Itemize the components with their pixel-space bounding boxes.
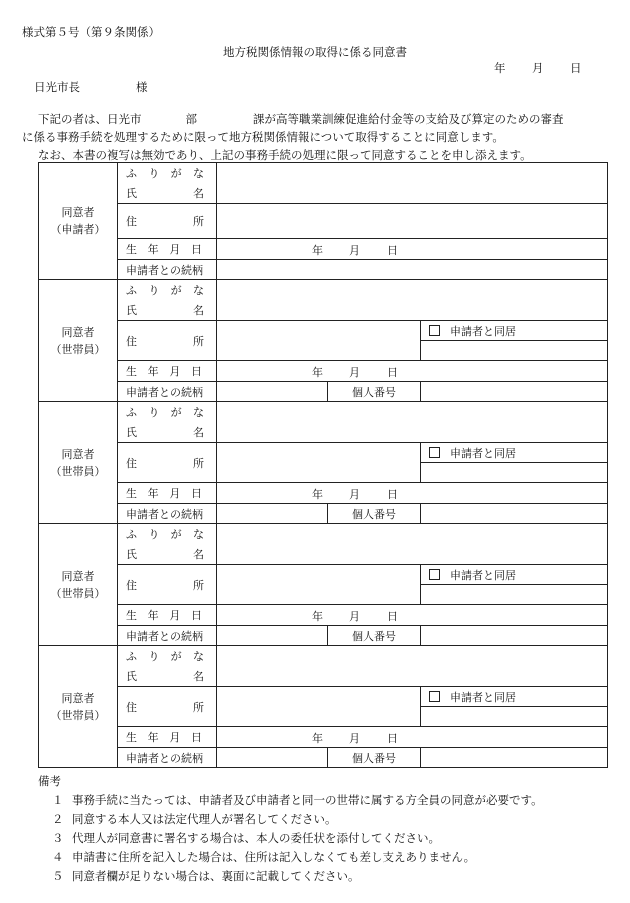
role-subtitle: （世帯員） [50,708,106,722]
address-extra-cell[interactable] [421,707,608,727]
address-row [39,321,608,341]
label-char: が [170,284,182,297]
label-char: ふ [126,406,137,419]
label-char: 所 [193,700,204,714]
my-number-label-text: 個人番号 [352,507,396,521]
my-number-label [328,748,421,768]
birthdate-unit: 月 [349,732,360,745]
label-char: 住 [126,456,137,470]
label-char: 日 [190,365,202,378]
birthdate-label [118,361,217,382]
address-label [118,204,217,239]
birthdate-unit: 年 [312,488,323,501]
note-number: １ [52,793,64,807]
my-number-label-text: 個人番号 [352,385,396,399]
birthdate-unit: 日 [387,732,398,745]
birth-row [39,239,608,260]
my-number-input[interactable] [421,626,608,646]
birthdate-unit: 年 [312,366,323,379]
birthdate-input[interactable] [217,483,608,504]
label-char: な [192,284,204,297]
intro-line-3: なお、本書の複写は無効であり、上記の事務手続の処理に限って同意することを申し添えます。 [38,148,532,162]
birthdate-unit: 月 [349,244,360,257]
label-char: ふ [126,167,137,180]
label-char: 名 [193,670,204,683]
form-number: 様式第５号（第９条関係） [22,25,160,39]
label-char: 生 [126,365,137,378]
relation-row [39,260,608,280]
label-char: 氏 [126,548,137,561]
my-number-label [328,382,421,402]
relation-label [118,626,217,646]
furigana-label [118,646,217,667]
name-label [118,300,217,321]
birthdate-input[interactable] [217,727,608,748]
relation-input[interactable] [217,504,328,524]
label-char: 日 [190,243,202,256]
label-char: 所 [193,334,204,348]
label-char: な [192,528,204,541]
address-extra-cell[interactable] [421,341,608,361]
furigana-row [39,163,608,184]
my-number-label-text: 個人番号 [352,751,396,765]
role-subtitle: （申請者） [50,223,106,236]
relation-label-text: 申請者との続柄 [126,629,203,643]
label-char: 生 [126,609,137,622]
label-char: 月 [169,365,181,378]
label-char: 名 [193,187,204,200]
relation-label [118,382,217,402]
label-char: り [148,284,160,297]
label-char: 名 [193,304,204,317]
birth-row [39,483,608,504]
name-input[interactable] [217,163,608,204]
cohabit-label: 申請者と同居 [450,690,516,704]
address-input[interactable] [217,443,421,483]
notes-heading: 備考 [38,774,61,788]
date-month-label: 月 [532,61,544,75]
relation-input[interactable] [217,382,328,402]
label-char: 年 [147,487,159,500]
label-char: な [192,167,204,180]
relation-row [39,504,608,524]
label-char: 住 [126,700,137,714]
note-text: 事務手続に当たっては、申請者及び申請者と同一の世帯に属する方全員の同意が必要です。 [72,793,543,807]
address-extra-cell[interactable] [421,463,608,483]
label-char: り [148,167,160,180]
note-item [52,849,475,865]
birthdate-unit: 日 [387,366,398,379]
address-input[interactable] [217,565,421,605]
label-char: な [192,406,204,419]
recipient-suffix: 様 [136,80,148,94]
role-title: 同意者 [61,447,95,461]
cohabit-label: 申請者と同居 [450,324,516,338]
address-row [39,204,608,239]
cohabit-checkbox[interactable] [421,443,608,463]
label-char: 住 [126,215,137,228]
birth-row [39,361,608,382]
recipient-name: 日光市長 [34,80,80,94]
birthdate-input[interactable] [217,605,608,626]
note-text: 代理人が同意書に署名する場合は、本人の委任状を添付してください。 [72,831,440,845]
birth-row [39,605,608,626]
checkbox-icon[interactable] [429,447,440,458]
birthdate-unit: 日 [387,488,398,501]
note-number: ４ [52,850,64,864]
note-item [52,792,543,808]
furigana-label [118,280,217,301]
intro-text-c: 課が高等職業訓練促進給付金等の支給及び算定のための審査 [253,112,564,126]
birthdate-label [118,727,217,748]
recipient [34,79,148,95]
relation-row [39,382,608,402]
label-char: が [170,528,182,541]
label-char: ふ [126,650,137,663]
relation-label [118,748,217,768]
address-extra-cell[interactable] [421,585,608,605]
birthdate-label [118,483,217,504]
relation-input[interactable] [217,260,608,280]
address-row [39,565,608,585]
consent-table [38,162,608,768]
relation-row [39,748,608,768]
document-title: 地方税関係情報の取得に係る同意書 [223,45,407,59]
name-label [118,183,217,204]
consenter-role [39,524,118,646]
birthdate-input[interactable] [217,361,608,382]
birthdate-unit: 日 [387,244,398,257]
label-char: 月 [169,609,181,622]
label-char: ふ [126,284,137,297]
consenter-role [39,646,118,768]
birthdate-unit: 月 [349,488,360,501]
label-char: な [192,650,204,663]
role-title: 同意者 [61,691,95,705]
cohabit-label: 申請者と同居 [450,568,516,582]
label-char: り [148,406,160,419]
label-char: 生 [126,731,137,744]
checkbox-icon[interactable] [429,325,440,336]
my-number-label [328,626,421,646]
address-label [118,565,217,605]
consenter-role [39,402,118,524]
cohabit-checkbox[interactable] [421,687,608,707]
birthdate-input[interactable] [217,239,608,260]
my-number-input[interactable] [421,748,608,768]
my-number-input[interactable] [421,504,608,524]
note-number: ３ [52,831,64,845]
label-char: 月 [169,243,181,256]
label-char: 年 [147,731,159,744]
furigana-row [39,280,608,301]
birthdate-unit: 日 [387,610,398,623]
label-char: 日 [190,731,202,744]
note-item [52,830,440,846]
furigana-label [118,163,217,184]
note-number: ２ [52,812,64,826]
date-year-label: 年 [494,61,506,75]
role-subtitle: （世帯員） [50,586,106,600]
label-char: が [170,167,182,180]
label-char: 所 [193,456,204,470]
note-text: 同意者欄が足りない場合は、裏面に記載してください。 [72,869,360,883]
name-input[interactable] [217,646,608,687]
cohabit-checkbox[interactable] [421,321,608,341]
role-title: 同意者 [61,325,95,339]
intro-line-1 [38,111,564,127]
address-input[interactable] [217,204,608,239]
role-title: 同意者 [61,569,95,583]
address-label [118,443,217,483]
intro-line-2: に係る事務手続を処理するために限って地方税関係情報について取得することに同意します。 [22,130,504,144]
my-number-label [328,504,421,524]
furigana-label [118,524,217,545]
note-text: 同意する本人又は法定代理人が署名してください。 [72,812,337,826]
role-title: 同意者 [61,206,95,219]
address-row [39,687,608,707]
label-char: 住 [126,578,137,592]
label-char: 氏 [126,670,137,683]
label-char: 名 [193,426,204,439]
label-char: 生 [126,487,137,500]
label-char: り [148,528,160,541]
birthdate-unit: 月 [349,366,360,379]
note-item [52,811,337,827]
label-char: ふ [126,528,137,541]
name-label [118,422,217,443]
label-char: り [148,650,160,663]
cohabit-label: 申請者と同居 [450,446,516,460]
label-char: 氏 [126,187,137,200]
furigana-row [39,402,608,423]
intro-text-b: 部 [185,112,197,126]
checkbox-icon[interactable] [429,569,440,580]
birthdate-unit: 年 [312,610,323,623]
consenter-role [39,280,118,402]
label-char: 日 [190,487,202,500]
intro-text-a: 下記の者は、日光市 [38,112,142,126]
relation-row [39,626,608,646]
name-label [118,544,217,565]
name-input[interactable] [217,524,608,565]
address-label [118,687,217,727]
label-char: 月 [169,487,181,500]
label-char: 名 [193,548,204,561]
role-subtitle: （世帯員） [50,342,106,356]
note-text: 申請書に住所を記入した場合は、住所は記入しなくても差し支えありません。 [72,850,476,864]
cohabit-checkbox[interactable] [421,565,608,585]
label-char: 月 [169,731,181,744]
label-char: 日 [190,609,202,622]
relation-label-text: 申請者との続柄 [126,507,203,521]
label-char: 年 [147,365,159,378]
birthdate-unit: 月 [349,610,360,623]
role-subtitle: （世帯員） [50,464,106,478]
furigana-row [39,524,608,545]
relation-label-text: 申請者との続柄 [126,263,203,277]
label-char: 年 [147,609,159,622]
birthdate-unit: 年 [312,732,323,745]
date-day-label: 日 [570,61,582,75]
label-char: 住 [126,334,137,348]
relation-input[interactable] [217,748,328,768]
address-input[interactable] [217,687,421,727]
relation-label-text: 申請者との続柄 [126,751,203,765]
furigana-label [118,402,217,423]
relation-label [118,260,217,280]
furigana-row [39,646,608,667]
name-input[interactable] [217,402,608,443]
label-char: が [170,650,182,663]
my-number-label-text: 個人番号 [352,629,396,643]
birthdate-label [118,605,217,626]
note-item [52,868,360,884]
address-row [39,443,608,463]
label-char: 生 [126,243,137,256]
name-label [118,666,217,687]
label-char: 年 [147,243,159,256]
note-number: ５ [52,869,64,883]
date-header [494,60,582,76]
checkbox-icon[interactable] [429,691,440,702]
address-input[interactable] [217,321,421,361]
birth-row [39,727,608,748]
label-char: が [170,406,182,419]
relation-label [118,504,217,524]
label-char: 所 [193,578,204,592]
label-char: 氏 [126,426,137,439]
birthdate-unit: 年 [312,244,323,257]
name-input[interactable] [217,280,608,321]
label-char: 氏 [126,304,137,317]
relation-label-text: 申請者との続柄 [126,385,203,399]
address-label [118,321,217,361]
label-char: 所 [193,215,204,228]
birthdate-label [118,239,217,260]
consenter-role [39,163,118,280]
my-number-input[interactable] [421,382,608,402]
relation-input[interactable] [217,626,328,646]
